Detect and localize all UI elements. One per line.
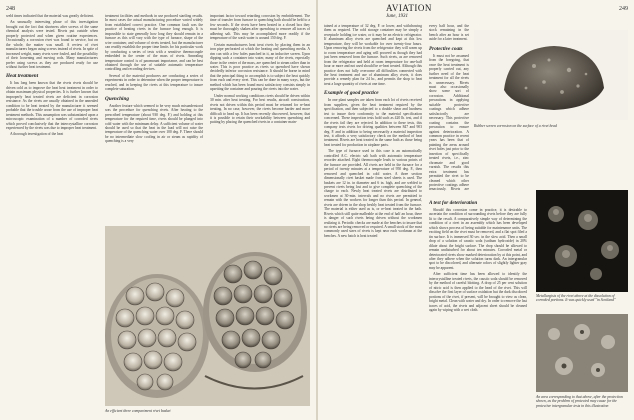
paragraph: weld times indicated that the material was greatly deficient. <box>6 14 94 18</box>
rivet-basket-illustration <box>105 226 310 406</box>
left-column-3 <box>210 14 310 225</box>
right-folio: 249 <box>619 6 628 12</box>
paragraph: Under normal working conditions rivets should be driven within 30 min. after heat treating. For best results, aircraft construction, rivets not driven within this period must be returned for re-heat treating. In no case, however, the rivets become harder and more difficult to head up. It has been recently discovered, however, that it is possible to retain their workability between quenching and putting by placing the quenched rivets in a container main- <box>210 93 310 125</box>
rivet-head-photo <box>474 30 628 120</box>
section-heading: Example of good practice <box>324 90 379 97</box>
paragraph: Should this corrosion come in practice, it is desirable to ascertain the condition of surrounding rivets before they are fully lit to the result. A comparatively simple way of determining the condition of a rivet in an assembly which has been developed which shows process of being suitable for maintenance units. The exciting field on the rivet must be removed, and a flat spot filed a tin surface. It is immersed 30 sec. in the slow acid. Then a small drop of a solution of caustic soda (sodium hydroxide) in 20% dilute about the bright surface. The drop should be allowed to remain undisturbed for about ten minutes. Corroded metal or deteriorated rivets show marked deterioration by at this point, and after they adhere when the solution turns dark. An intergranular spot to be discolored, and alternate colors of slightly lighter gray may be apparent. <box>429 208 527 270</box>
masthead-title: AVIATION <box>386 3 432 13</box>
paragraph: After sufficient time has been allowed to identify the intercrystalline treated rivets, the caustic soda should be removed by the method of careful blotting. A drop of 25 per cent solution of nitric acid is then applied to the head of the rivet. This will dissolve the first layer of surface oxidation but the dark discolored portions of the rivet, if present, will be brought to view as clean, bright metal. Clean with water and dry. In order to remove the last traces of acid, the rivets and adjacent sheet should be cleaned again by wiping with a wet cloth. <box>429 272 527 312</box>
right-page <box>318 0 634 420</box>
paragraph: It must not be assumed from the foregoing, that once the heat treatment is properly carried out, any further need of the heat treatment for all the rivets is unnecessary. Rivets must also occasionally show some sort of corrosion. Additional precautions in applying suitable protective coatings which adhere satisfactorily are necessary. This protective coating contains the precaution to ensure against deterioration. A common practice in recent years has been that of painting the areas around rivet holes just prior to the insertion of specifically treated rivets, i.e., zinc chromate and good varnish. The results this extra treatment has permitted the rivet to be cleaned which other protective coatings adhere tenaciously. Rivets are <box>429 53 469 192</box>
paragraph: important factor toward retarding corrosion by embrittlement. The time of transfer from furnace to quenching bath should be held to a few seconds. If the rivets have been heated in a closed box they must be thoroughly shaken after quenching to remove all traces of adhering salt. This may be accomplished more readily if the temperature of the wash water is around 150 deg. F. <box>210 14 310 41</box>
caption-1: Rubber screen corrosion on the surface of a rivet head <box>474 124 557 128</box>
caption-3: An area corresponding to that above, after the protection shown, as the problem of protected may cause for the protective intergranular tests in this illustration <box>536 395 623 408</box>
paragraph: An unusually interesting phase of this investigation brought out the fact that shortness after screws of the same chemical analysis were tested. Rivets put outside when properly protected and when given routine experiences. Occasionally a corrosion rivet was found to service, but on the whole, the matter was small. A review of rivet manufacturers began using screws instead of rivets. In spite of increased weight, many rivets were fouled, and the possibility of their loosening and moving rods. Many manufacturers prefer using screws as they are produced ready for use without further heat treatment. <box>6 20 98 69</box>
paragraph: Certain manufacturers heat treat rivets by placing them in an iron pipe perforated at which the heating and quenching media. A rim can with a few holes punched in it, an inductive screen. Upon dipping such a container into water, many of the rivets, especially those in the center of the mass, are quenched to steam rather than in water. This is poor practice as rivets so quenched have shown decidedly inferior corrosion resistance. It should be borne in mind that the principal thing to accomplish is to subject the heat quickly from each and every rivet. This can be done in many ways, but the method which has been found most satisfactory consists simply in upsetting the container and pouring the rivets into the water. <box>210 42 310 92</box>
paragraph: The type of furnace used in this case is an automatically controlled A.C. electric salt bath with automatic temperature recorder attached. Eight thermocouple leads to various points of the furnace are provided. All rivets are held in the furnace for a period of twenty minutes at a temperature of 950 deg. F., then removed and quenched in cold water. A three section dimensionally rivet basket made from steel sheets is used. The baskets are 12 in. in diameter and 6 in. high, and are welded to prevent rivets being lost and to give complete quenching of the charge to each. Newly heat treated rivets are distributed to workmen at 30-min. intervals and no rivets are permitted to remain with the workers for longer than this period. In general, rivets are driven in the shop freshly heat treated from the furnace. The material is either used as is, or re-heat treated in the bath. Rivets which still quite malleable at the end of half an hour, there is danger of such rivets being driven without the workmen realizing it. Periodic checks are made at the benches to insure that no rivets are being removed or required. A small stock of the most commonly used sizes of rivets is kept near each workman at the benches. A new batch is heat treated <box>324 149 422 238</box>
paragraph: treatment facilities and methods in use produced startling results. In most cases the actual manufacturing procedure varied widely from established correct practice. One common fault was the practice of heating rivets in the furnace long enough. It is impossible to state generally how long they should remain in a furnace as this will vary with the type of furnace, shape of the wire container, and volume of rivets treated, but the manufacturer can readily establish the proper time limits for his particular work by conducting a series of tests with a sensitive thermocouple embedded in the center of the mass of rivets. Annealing temperature control is of paramount importance, and can be best obtained through the use of suitable automatic temperature controlling and recording devices. <box>105 14 203 72</box>
left-column-1 <box>6 14 98 314</box>
section-heading: Heat treatment <box>6 73 39 80</box>
micrograph-illustration-2 <box>536 314 628 392</box>
paragraph: It has long been known that the rivets rivets should be driven cold as to improve the heat heat treatment in order to obtain maximum physical properties. It is further known that improperly heat treated rivets are deficient in corrosion resistance. As the rivets are usually obtained in the annealed condition to be heat treated by the manufacturer it seemed probable that the trouble arose from the use of improper heat treatment methods. This assumption was substantiated upon a microscopic examination of a number of corroded rivets which proved conclusively that the intercrystalline corrosion experienced by the rivets was due to improper heat treatment. <box>6 81 98 130</box>
paragraph: Another feature which seemed to be very much misunderstood was the procedure for quenching rivets. After heating to the prescribed temperature (about 930 deg. F.) and holding at this temperature for the required time, rivets should be plunged into cold water with the minimum delay. A sufficient volume of water should be used so that the heat in the load will not raise the temperature of the quenching water over 100 deg. F. There should be no intermediate slow cooling in air or steam as rapidity of quenching is a very <box>105 103 203 144</box>
rivet-head-illustration <box>474 30 628 120</box>
paragraph: A thorough investigation of the heat <box>10 132 64 137</box>
paragraph: Several of the material producers are conducting a series of experiments in order to determine when the proper temperature is reached, and in keeping the rivets at this temperature to insure complete saturation. <box>105 73 203 92</box>
section-heading: A test for deterioration <box>429 200 478 206</box>
caption-2: Metallurgists of the rivet above at the dissolution of corroded portions. It was quickly used "in Scotland" <box>536 294 616 303</box>
masthead <box>386 3 432 19</box>
paragraph: In one plant samples are taken from each lot of rivets received from suppliers, given the heat treatment required by the specification, and then subjected to a double shear and hardness test to insure their conformity to the material specification concerned. These inspection tests hold such as 420 lb. test, and if the rivets fail they are rejected. In addition to these tests, this company tests rivets for driving qualities between 847 and 903 deg. F. and in addition to being necessarily a material inspection test, it affords a very satisfactory check on the method of heat treatment. Rivets are heat treated in the same bath as those being heat treated for production in airplane parts. <box>324 98 422 147</box>
issue-date: June, 1931 <box>386 14 408 19</box>
right-column-2-lower <box>429 196 527 416</box>
micrograph-photo-1 <box>536 190 628 292</box>
left-page <box>0 0 316 420</box>
micrograph-illustration-1 <box>536 190 628 292</box>
section-heading: Protective coats <box>429 45 463 52</box>
section-heading: Quenching <box>105 95 129 102</box>
right-column-2-narrow <box>429 24 469 192</box>
rivet-basket-photo <box>105 226 310 406</box>
left-column-2 <box>105 14 203 225</box>
paragraph: tained at a temperature of 32 deg. F. or lower, and withdrawing them as required. The cold storage container may be simply a receptacle holding ice water, or it may be an electric refrigerator. If aluminum alloy rivets are quenched and kept at this low temperature, they will be workable for over twenty-four hours. Upon removing the rivets from the refrigerator they will warm up to room temperature and aging will proceed as though they had just been removed from the furnace. Such rivets, as are removed from the refrigerator and held at room temperature for one-half hour or more and not used should be re-heat treated. Although this practice does not fully overcome all difficulties connected with the heat treatment and use of aluminum alloy rivets, it does provide a remedy plan for 24 hr., and permits the shop to heat treat a large quantity of rivets at one time. <box>324 24 422 86</box>
rivet-basket-caption: An efficient three compartment rivet basket <box>105 409 171 413</box>
micrograph-photo-2 <box>536 314 628 392</box>
left-folio: 248 <box>6 6 15 12</box>
paragraph: every half hour, and the stock remaining in the bench after an hour is set aside for a later treatment. <box>429 24 469 42</box>
right-column-1 <box>324 24 422 416</box>
